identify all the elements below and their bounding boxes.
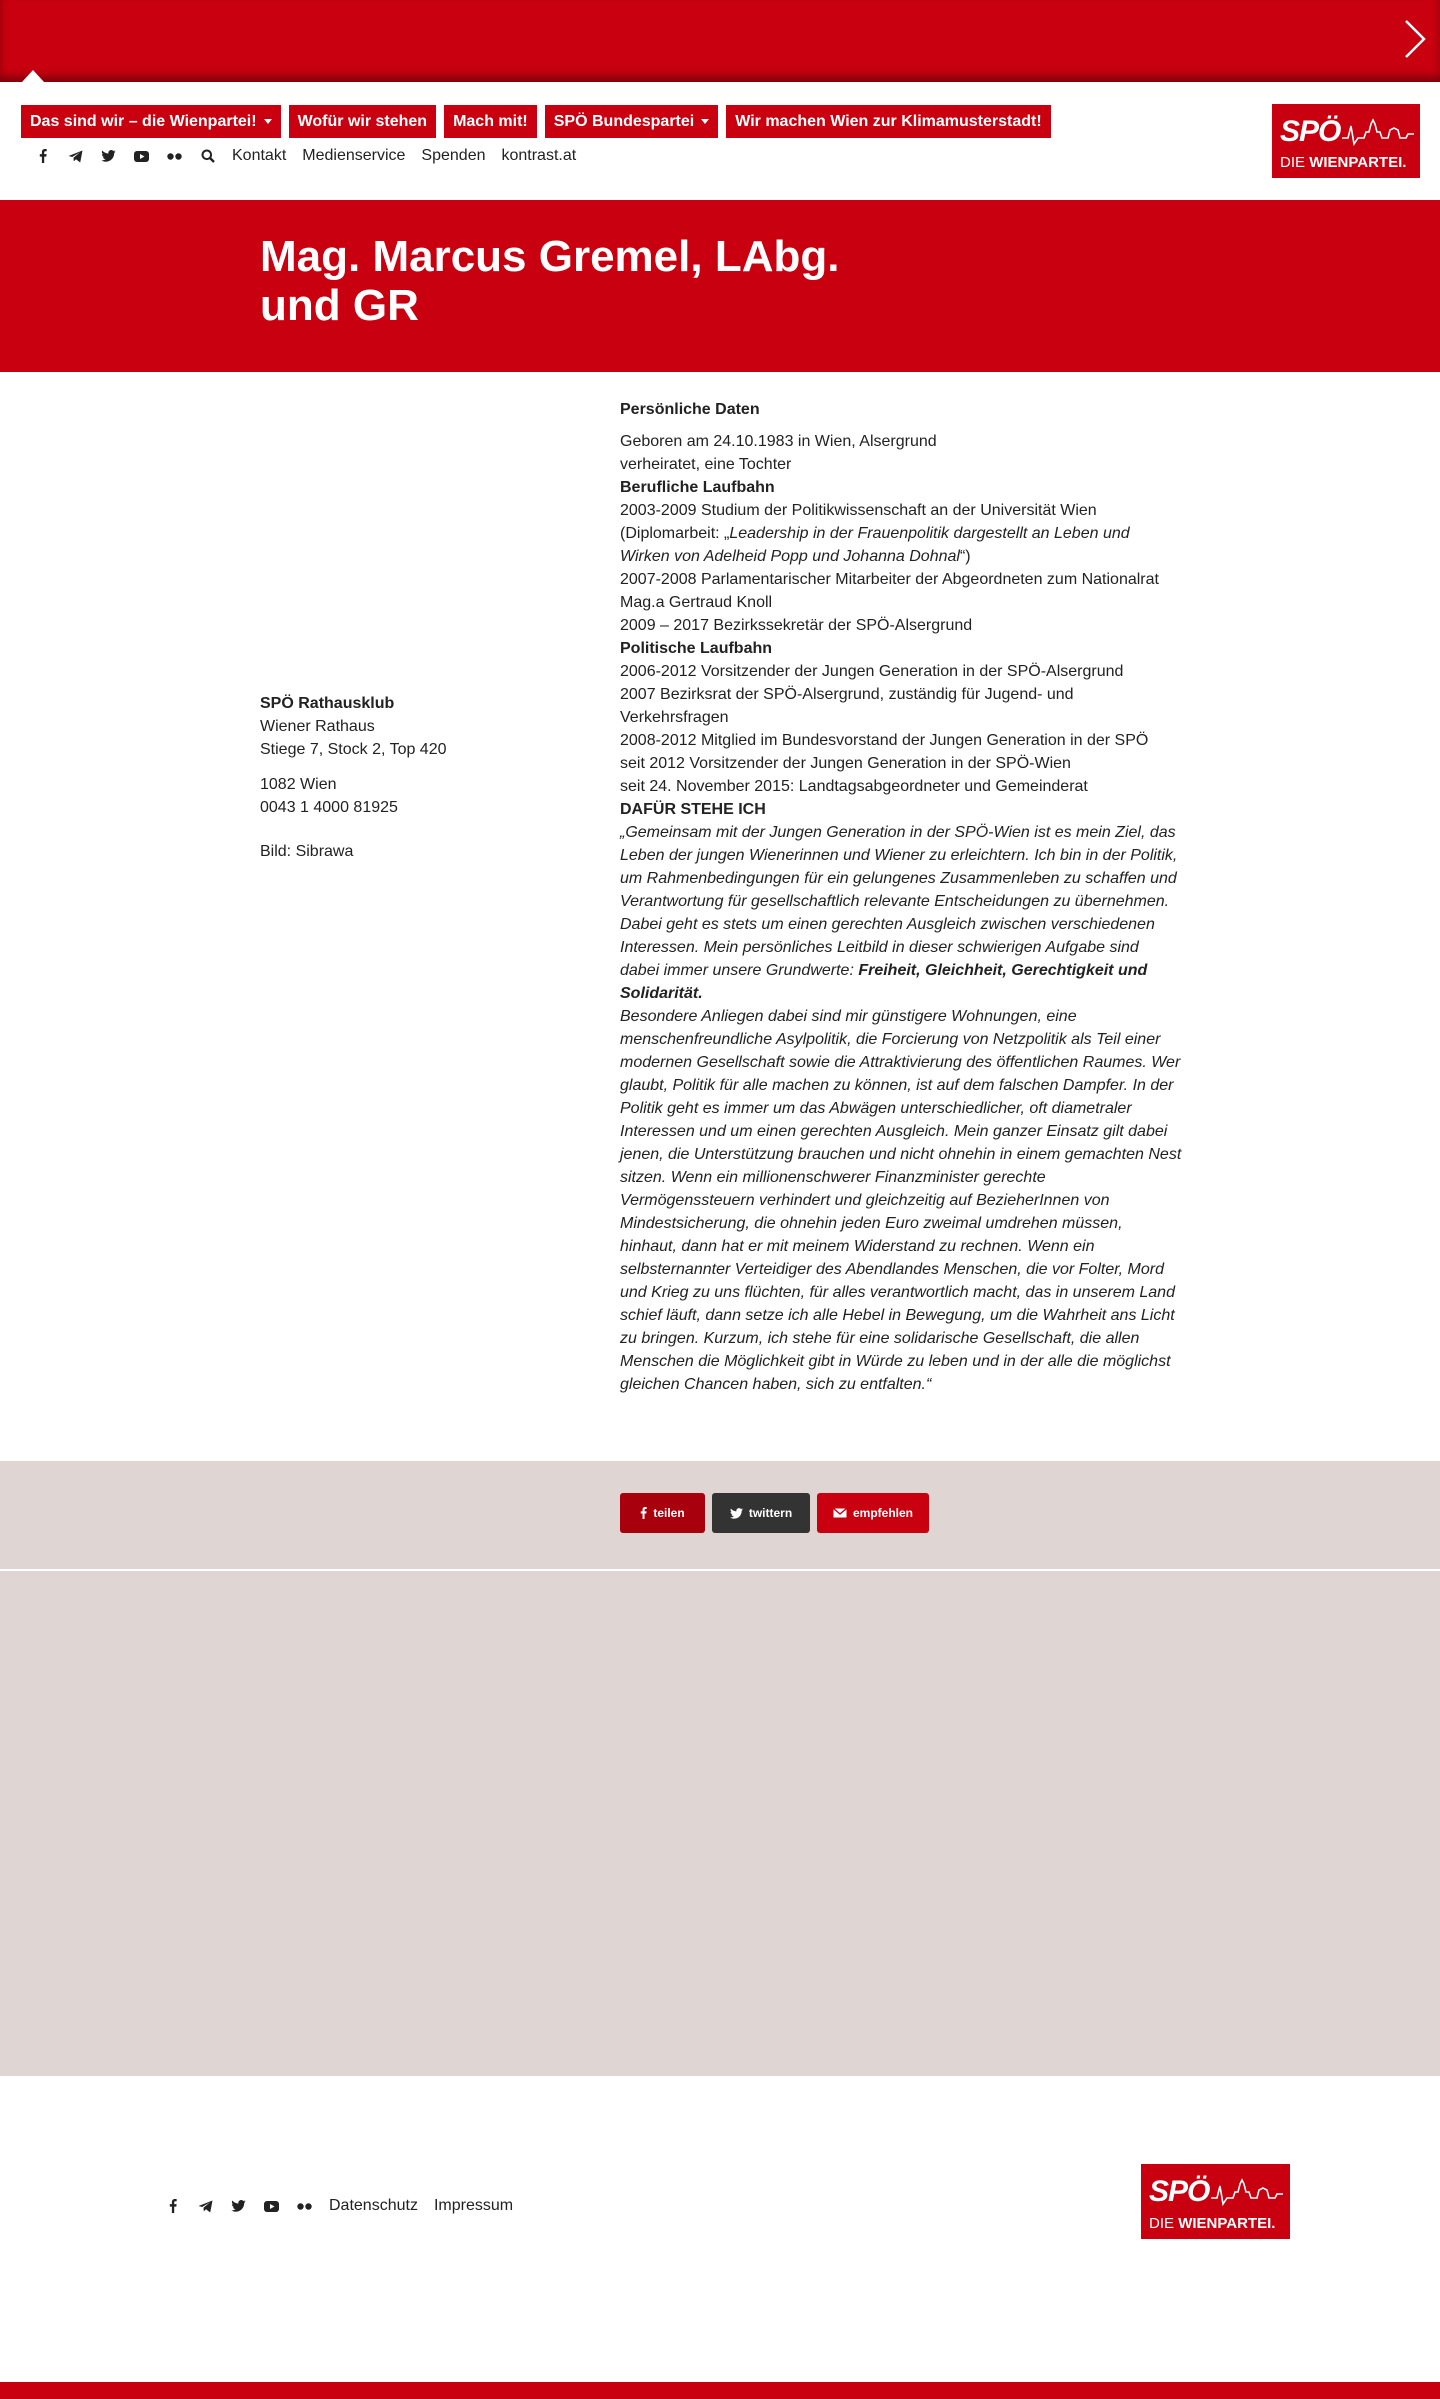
photo-credit: Bild: Sibrawa <box>260 843 354 860</box>
share-email-label: empfehlen <box>852 1506 913 1520</box>
nav-item-mach-mit[interactable] <box>444 105 537 138</box>
vienna-skyline-icon <box>1211 2176 1283 2210</box>
footer-links <box>156 2196 513 2216</box>
nav-item-label: Wofür wir stehen <box>297 113 428 130</box>
heading-political: Politische Laufbahn <box>620 640 773 657</box>
contact-info <box>260 692 580 863</box>
logo-wienpartei-text: WIENPARTEI. <box>1309 154 1407 171</box>
caret-down-icon <box>264 119 272 124</box>
bio-career-1: 2003-2009 Studium der Politikwissenschaft an der Universität Wien <box>620 502 1097 519</box>
twitter-icon[interactable] <box>92 146 125 166</box>
statement-paragraph-2: Besondere Anliegen dabei sind mir günstigere Wohnungen, eine menschenfreundliche Asylpolitik, die Forcierung von Netzpolitik als Teil einer modernen Gesellschaft sowie die Attraktivierung des öffentlichen Raumes. Wer glaubt, Politik für alle machen zu können, ist auf dem falschen Dampfer. In der Politik geht es immer um das Abwägen unterschiedlicher, oft diametraler Interessen und um einen gerechten Ausgleich. Mein ganzer Einsatz gilt dabei jenen, die Unterstützung brauchen und nicht ohnehin in einem gemachten Nest sitzen. Wenn ein millionenschwerer Finanzminister gerechte Vermögenssteuern verhindert und gleichzeitig auf BezieherInnen von Mindestsicherung, die ohnehin jeden Euro zweimal umdrehen müssen, hinhaut, dann hat er mit meinem Widerstand zu rechnen. Wenn ein selbsternannter Verteidiger des Abendlandes Menschen, die vor Folter, Mord und Krieg zu uns flüchten, für alles verantwortlich macht, das in unserem Land schief läuft, dann setze ich alle Hebel in Bewegung, um die Wahrheit ans Licht zu bringen. Kurzum, ich stehe für eine solidarische Gesellschaft, die allen Menschen die Möglichkeit gibt in Würde zu leben und in der alle die möglichst gleichen Chancen haben, sich zu entfalten.“ <box>620 1008 1182 1393</box>
main-nav <box>21 105 1051 138</box>
thesis-title: Leadership in der Frauenpolitik dargestellt an Leben und Wirken von Adelheid Popp und Johanna Dohnal <box>620 525 1130 565</box>
bio-political-3: 2008-2012 Mitglied im Bundesvorstand der Jungen Generation in der SPÖ <box>620 732 1149 749</box>
nav-item-wofuer-wir-stehen[interactable] <box>289 105 437 138</box>
slider-indicator <box>22 70 44 82</box>
sub-nav-links <box>232 147 576 165</box>
statement-paragraph-1 <box>620 821 1182 1005</box>
bio-career-2: 2007-2008 Parlamentarischer Mitarbeiter der Abgeordneten zum Nationalrat Mag.a Gertraud Knoll <box>620 571 1159 611</box>
link-kontrast[interactable]: kontrast.at <box>501 147 577 164</box>
bio-content <box>620 398 1182 1396</box>
share-twitter-button[interactable] <box>712 1493 810 1533</box>
link-impressum[interactable]: Impressum <box>433 2197 514 2214</box>
bio-political-4: seit 2012 Vorsitzender der Jungen Generation in der SPÖ-Wien <box>620 755 1071 772</box>
footer-social-links <box>156 2196 321 2216</box>
footer-legal-links <box>329 2197 513 2215</box>
logo-die-text: DIE <box>1149 2215 1179 2232</box>
facebook-icon[interactable] <box>156 2196 189 2216</box>
share-bar <box>0 1461 1440 1570</box>
bottom-bar <box>0 2382 1440 2399</box>
facebook-icon <box>640 1507 647 1519</box>
envelope-icon <box>833 1508 847 1518</box>
nav-item-klimamusterstadt[interactable] <box>726 105 1050 138</box>
vienna-skyline-icon <box>1342 116 1414 150</box>
bio-political-2: 2007 Bezirksrat der SPÖ-Alsergrund, zuständig für Jugend- und Verkehrsfragen <box>620 686 1074 726</box>
bio-career-3: 2009 – 2017 Bezirkssekretär der SPÖ-Alsergrund <box>620 617 973 634</box>
chevron-right-icon[interactable] <box>1402 18 1428 60</box>
share-email-button[interactable] <box>817 1493 929 1533</box>
search-icon[interactable] <box>191 146 224 166</box>
youtube-icon[interactable] <box>125 146 158 166</box>
twitter-icon <box>730 1508 743 1519</box>
logo-spoe-text: SPÖ <box>1280 115 1341 148</box>
heading-career: Berufliche Laufbahn <box>620 479 775 496</box>
telegram-icon[interactable] <box>189 2196 222 2216</box>
share-twitter-label: twittern <box>748 1506 793 1520</box>
logo-spoe-text: SPÖ <box>1149 2175 1210 2208</box>
bio-career-thesis <box>620 522 1182 568</box>
nav-item-label: Wir machen Wien zur Klimamusterstadt! <box>735 113 1042 130</box>
contact-club: SPÖ Rathausklub <box>260 695 395 712</box>
logo-subtitle <box>1280 154 1406 171</box>
sub-nav <box>26 146 576 166</box>
flickr-icon[interactable] <box>158 146 191 166</box>
nav-item-label: SPÖ Bundespartei <box>553 113 695 130</box>
social-links <box>26 146 224 166</box>
heading-personal: Persönliche Daten <box>620 401 760 418</box>
link-spenden[interactable]: Spenden <box>421 147 486 164</box>
link-medienservice[interactable]: Medienservice <box>302 147 406 164</box>
contact-address-line2: Stiege 7, Stock 2, Top 420 <box>260 741 447 758</box>
contact-phone: 0043 1 4000 81925 <box>260 799 398 816</box>
thesis-suffix: “) <box>959 548 971 565</box>
bio-political-5: seit 24. November 2015: Landtagsabgeordneter und Gemeinderat <box>620 778 1088 795</box>
heading-statement: DAFÜR STEHE ICH <box>620 801 766 818</box>
logo-wienpartei-text: WIENPARTEI. <box>1178 2215 1276 2232</box>
telegram-icon[interactable] <box>59 146 92 166</box>
top-slider-bar <box>0 0 1440 82</box>
flickr-icon[interactable] <box>288 2196 321 2216</box>
nav-item-label: Mach mit! <box>453 113 528 130</box>
bio-political-1: 2006-2012 Vorsitzender der Jungen Generation in der SPÖ-Alsergrund <box>620 663 1124 680</box>
share-facebook-label: teilen <box>653 1506 685 1520</box>
link-datenschutz[interactable]: Datenschutz <box>329 2197 418 2214</box>
content-placeholder-panel <box>0 1571 1440 2076</box>
page-title: Mag. Marcus Gremel, LAbg. und GR <box>260 232 840 330</box>
thesis-prefix: (Diplomarbeit: „ <box>620 525 730 542</box>
bio-family: verheiratet, eine Tochter <box>620 456 792 473</box>
bio-born: Geboren am 24.10.1983 in Wien, Alsergrund <box>620 433 937 450</box>
spoe-logo[interactable] <box>1272 104 1420 178</box>
statement-values: Freiheit, Gleichheit, Gerechtigkeit und Solidarität. <box>620 962 1148 1002</box>
youtube-icon[interactable] <box>255 2196 288 2216</box>
nav-item-label: Das sind wir – die Wienpartei! <box>30 113 257 130</box>
logo-die-text: DIE <box>1280 154 1310 171</box>
statement-text: „Gemeinsam mit der Jungen Generation in der SPÖ-Wien ist es mein Ziel, das Leben der jungen Wienerinnen und Wiener zu erleichtern. Ich bin in der Politik, um Rahmenbedingungen für ein gelungenes Zusammenleben zu schaffen und Verantwortung für gesellschaftlich relevante Entscheidungen zu übernehmen. Dabei geht es stets um einen gerechten Ausgleich zwischen verschiedenen Interessen. Mein persönliches Leitbild in dieser schwierigen Aufgabe sind dabei immer unsere Grundwerte: <box>620 824 1178 979</box>
share-facebook-button[interactable] <box>620 1493 705 1533</box>
footer-spoe-logo[interactable] <box>1141 2164 1290 2239</box>
nav-item-spoe-bundespartei[interactable] <box>545 105 718 138</box>
twitter-icon[interactable] <box>222 2196 255 2216</box>
facebook-icon[interactable] <box>26 146 59 166</box>
page-header <box>0 200 1440 372</box>
logo-subtitle <box>1149 2215 1275 2232</box>
link-kontakt[interactable]: Kontakt <box>232 147 287 164</box>
contact-city: 1082 Wien <box>260 776 337 793</box>
nav-item-das-sind-wir[interactable] <box>21 105 281 138</box>
caret-down-icon <box>701 119 709 124</box>
contact-address-line1: Wiener Rathaus <box>260 718 375 735</box>
